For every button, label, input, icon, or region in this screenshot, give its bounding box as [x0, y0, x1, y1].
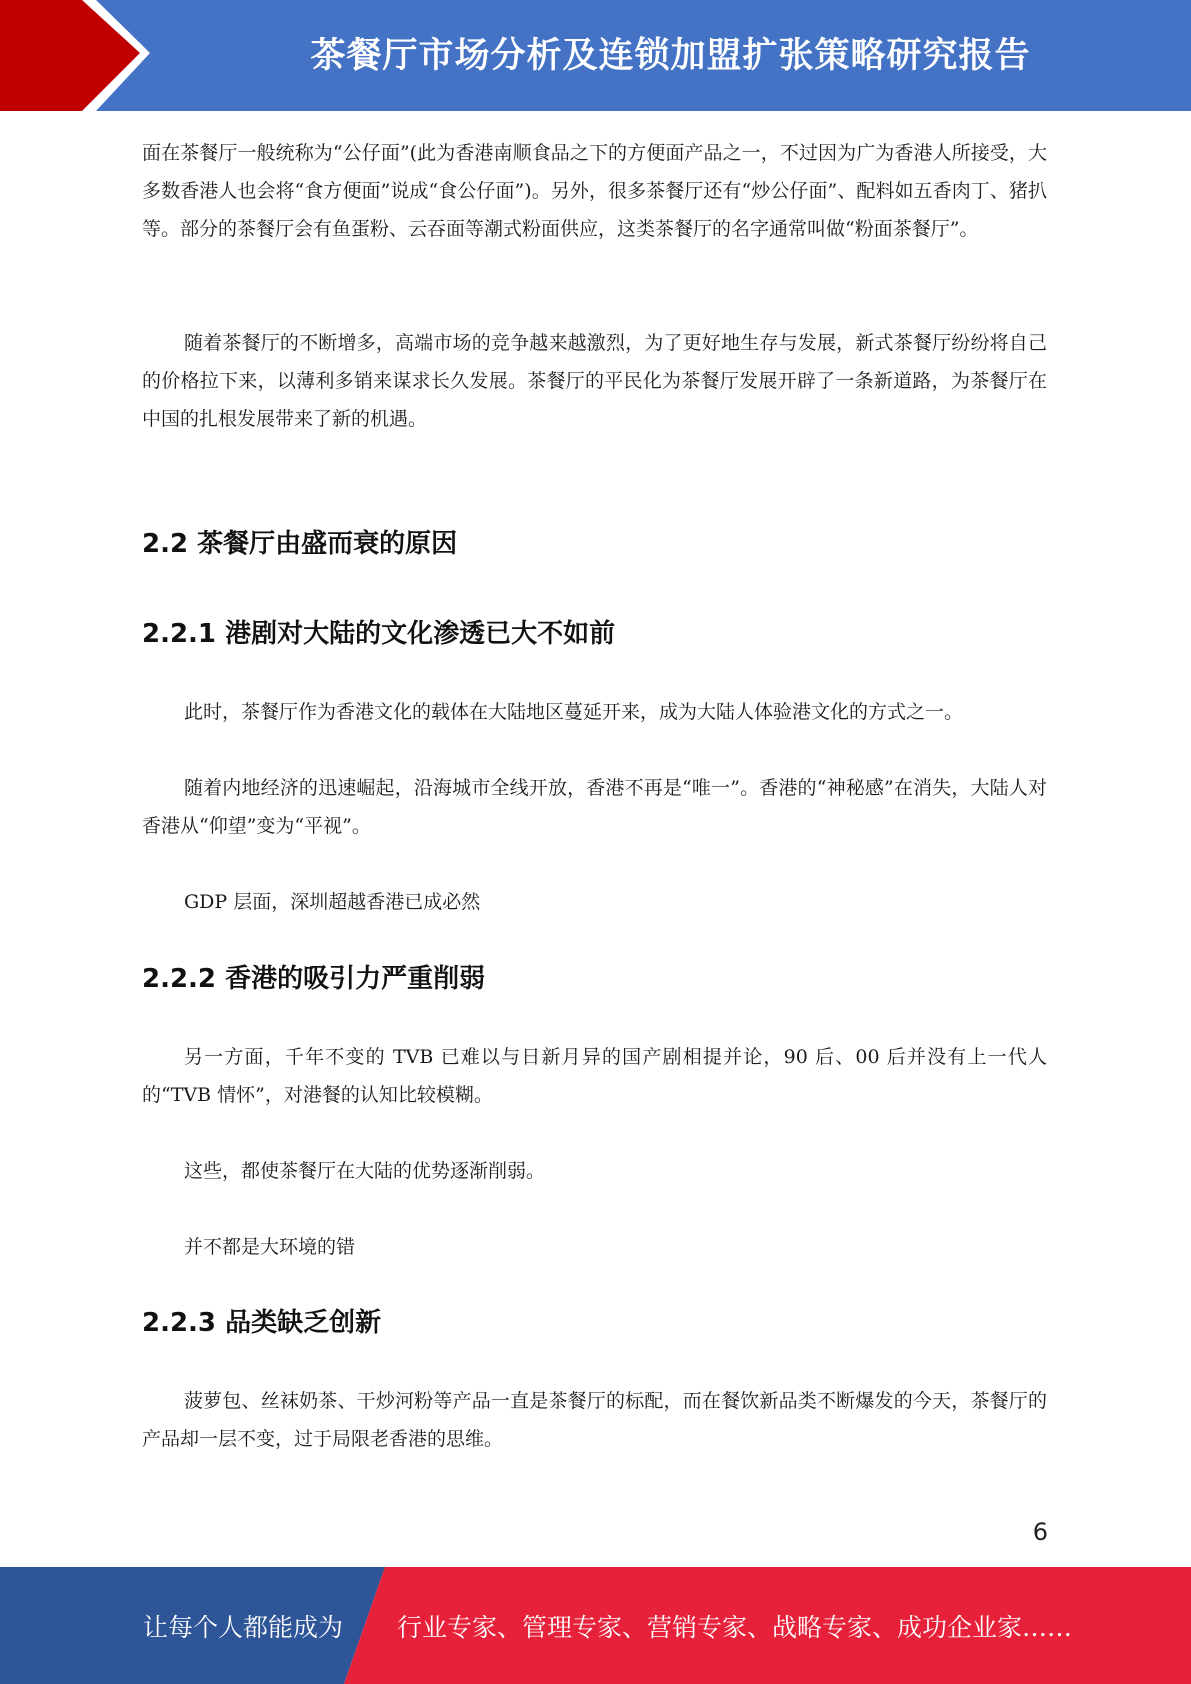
paragraph-3: 此时，茶餐厅作为香港文化的载体在大陆地区蔓延开来，成为大陆人体验港文化的方式之一。: [184, 701, 964, 723]
paragraph-9: 菠萝包、丝袜奶茶、干炒河粉等产品一直是茶餐厅的标配，而在餐饮新品类不断爆发的今天，茶餐厅的产品却一层不变，过于局限老香港的思维。: [142, 1390, 1047, 1450]
paragraph-2: 随着茶餐厅的不断增多，高端市场的竞争越来越激烈，为了更好地生存与发展，新式茶餐厅纷纷将自己的价格拉下来，以薄利多销来谋求长久发展。茶餐厅的平民化为茶餐厅发展开辟了一条新道路，为茶餐厅在中国的扎根发展带来了新的机遇。: [142, 332, 1047, 430]
page-header: [0, 0, 1191, 111]
section-heading-2-2-1: 2.2.1 港剧对大陆的文化渗透已大不如前: [142, 619, 616, 649]
footer-left-text: 让每个人都能成为: [143, 1612, 344, 1642]
paragraph-8: 并不都是大环境的错: [184, 1236, 356, 1258]
page-footer: [0, 1567, 1191, 1684]
section-heading-2-2: 2.2 茶餐厅由盛而衰的原因: [142, 529, 458, 559]
header-chevron-icon: [0, 0, 160, 111]
section-heading-2-2-2: 2.2.2 香港的吸引力严重削弱: [142, 964, 486, 994]
paragraph-5: GDP 层面，深圳超越香港已成必然: [184, 891, 481, 913]
paragraph-1: 面在茶餐厅一般统称为“公仔面”(此为香港南顺食品之下的方便面产品之一，不过因为广为香港人所接受，大多数香港人也会将“食方便面”说成“食公仔面”)。另外，很多茶餐厅还有“炒公仔面”、配料如五香肉丁、猪扒等。部分的茶餐厅会有鱼蛋粉、云吞面等潮式粉面供应，这类茶餐厅的名字通常叫做“粉面茶餐厅”。: [142, 142, 1047, 240]
paragraph-6: 另一方面，千年不变的 TVB 已难以与日新月异的国产剧相提并论，90 后、00 后并没有上一代人的“TVB 情怀”，对港餐的认知比较模糊。: [142, 1046, 1047, 1106]
page-number: 6: [1032, 1518, 1048, 1546]
footer-right-text: 行业专家、管理专家、营销专家、战略专家、成功企业家……: [397, 1612, 1073, 1642]
section-heading-2-2-3: 2.2.3 品类缺乏创新: [142, 1308, 382, 1338]
header-title: 茶餐厅市场分析及连锁加盟扩张策略研究报告: [310, 36, 1031, 76]
paragraph-4: 随着内地经济的迅速崛起，沿海城市全线开放，香港不再是“唯一”。香港的“神秘感”在消失，大陆人对香港从“仰望”变为“平视”。: [142, 777, 1047, 837]
paragraph-7: 这些，都使茶餐厅在大陆的优势逐渐削弱。: [184, 1160, 546, 1182]
